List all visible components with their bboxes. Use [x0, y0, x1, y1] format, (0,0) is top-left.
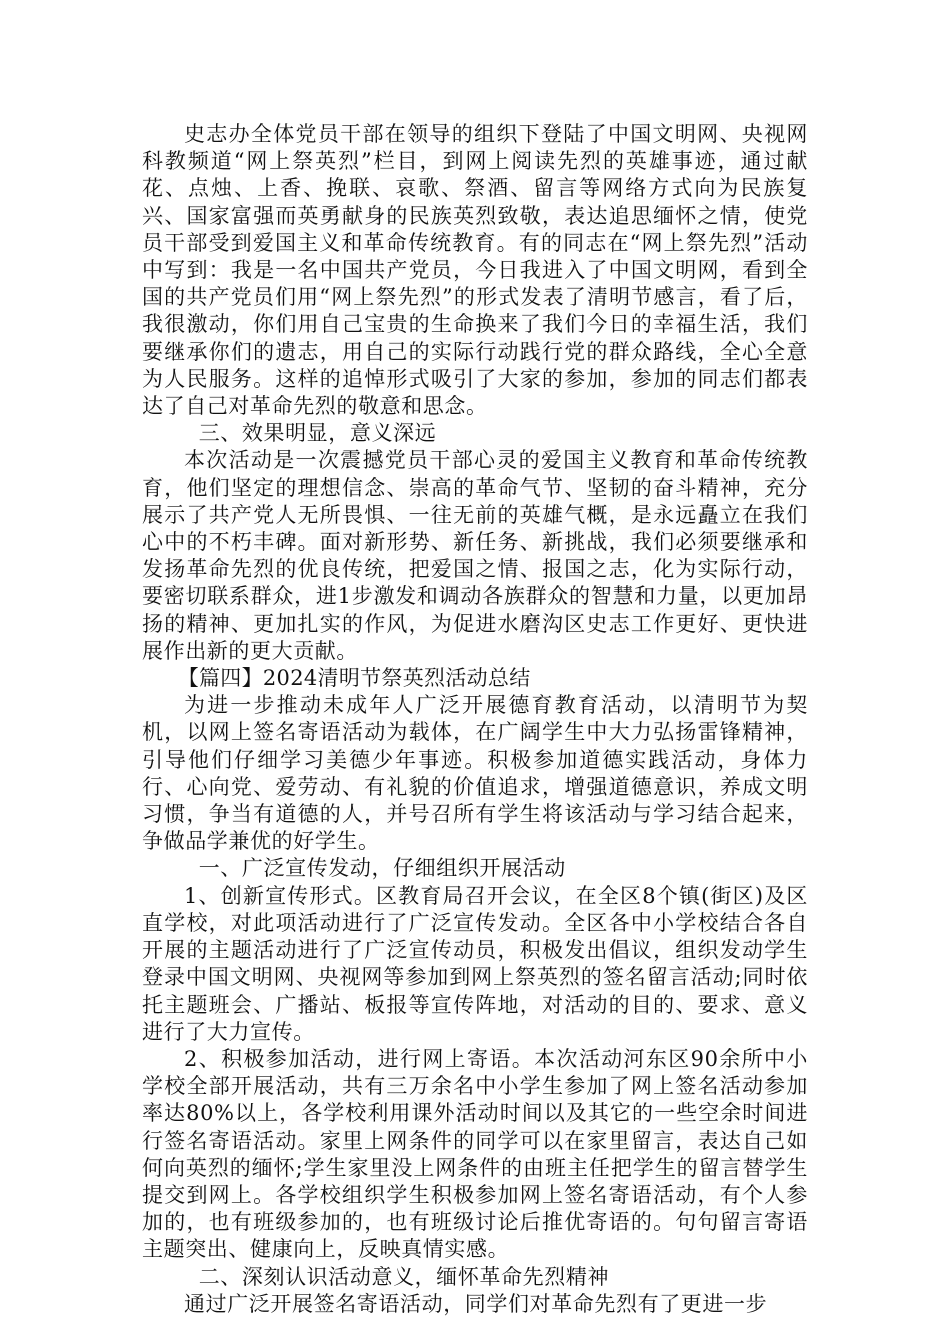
paragraph-publicity: 1、创新宣传形式。区教育局召开会议，在全区8个镇(街区)及区直学校，对此项活动进行了广泛宣传发动。全区各中小学校结合各自开展的主题活动进行了广泛宣传动员，积极发出倡议，组织发动学生登录中国文明网、央视网等参加到网上祭英烈的签名留言活动;同时依托主题班会、广播站、板报等宣传阵地，对活动的目的、要求、意义进行了大力宣传。: [142, 883, 808, 1044]
paragraph-intro: 为进一步推动未成年人广泛开展德育教育活动，以清明节为契机，以网上签名寄语活动为载体，在广阔学生中大力弘扬雷锋精神，引导他们仔细学习美德少年事迹。积极参加道德实践活动，身体力行、心向党、爱劳动、有礼貌的价值追求，增强道德意识，养成文明习惯，争当有道德的人，并号召所有学生将该活动与学习结合起来，争做品学兼优的好学生。: [142, 693, 808, 854]
paragraph-closing: 通过广泛开展签名寄语活动，同学们对革命先烈有了更进一步: [184, 1291, 768, 1316]
paragraph-participation: 2、积极参加活动，进行网上寄语。本次活动河东区90余所中小学校全部开展活动，共有三万余名中小学生参加了网上签名活动参加率达80%以上，各学校利用课外活动时间以及其它的一些空余时间进行签名寄语活动。家里上网条件的同学可以在家里留言，表达自己如何向英烈的缅怀;学生家里没上网条件的由班主任把学生的留言替学生提交到网上。各学校组织学生积极参加网上签名寄语活动，有个人参加的，也有班级参加的，也有班级讨论后推优寄语的。句句留言寄语主题突出、健康向上，反映真情实感。: [142, 1046, 808, 1262]
paragraph-effect: 本次活动是一次震撼党员干部心灵的爱国主义教育和革命传统教育，他们坚定的理想信念、崇高的革命气节、坚韧的奋斗精神，充分展示了共产党人无所畏惧、一往无前的英雄气概，是永远矗立在我们心中的不朽丰碑。面对新形势、新任务、新挑战，我们必须要继承和发扬革命先烈的优良传统，把爱国之情、报国之志，化为实际行动，要密切联系群众，进1步激发和调动各族群众的智慧和力量，以更加昂扬的精神、更加扎实的作风，为促进水磨沟区史志工作更好、更快进展作出新的更大贡献。: [142, 448, 808, 663]
document-body: [142, 121, 808, 1318]
paragraph-online-tribute: 史志办全体党员干部在领导的组织下登陆了中国文明网、央视网科教频道“网上祭英烈”栏目，到网上阅读先烈的英雄事迹，通过献花、点烛、上香、挽联、哀歌、祭酒、留言等网络方式向为民族复兴、国家富强而英勇献身的民族英烈致敬，表达追思缅怀之情，使党员干部受到爱国主义和革命传统教育。有的同志在“网上祭先烈”活动中写到：我是一名中国共产党员，今日我进入了中国文明网，看到全国的共产党员们用“网上祭先烈”的形式发表了清明节感言，看了后，我很激动，你们用自己宝贵的生命换来了我们今日的幸福生活，我们要继承你们的遗志，用自己的实际行动践行党的群众路线，全心全意为人民服务。这样的追悼形式吸引了大家的参加，参加的同志们都表达了自己对革命先烈的敬意和思念。: [142, 122, 808, 419]
section-heading-two: 二、深刻认识活动意义，缅怀革命先烈精神: [198, 1264, 610, 1289]
section-heading-three: 三、效果明显，意义深远: [198, 421, 437, 446]
section-heading-one: 一、广泛宣传发动，仔细组织开展活动: [198, 856, 566, 881]
article-four-title: 【篇四】2024清明节祭英烈活动总结: [177, 666, 531, 691]
